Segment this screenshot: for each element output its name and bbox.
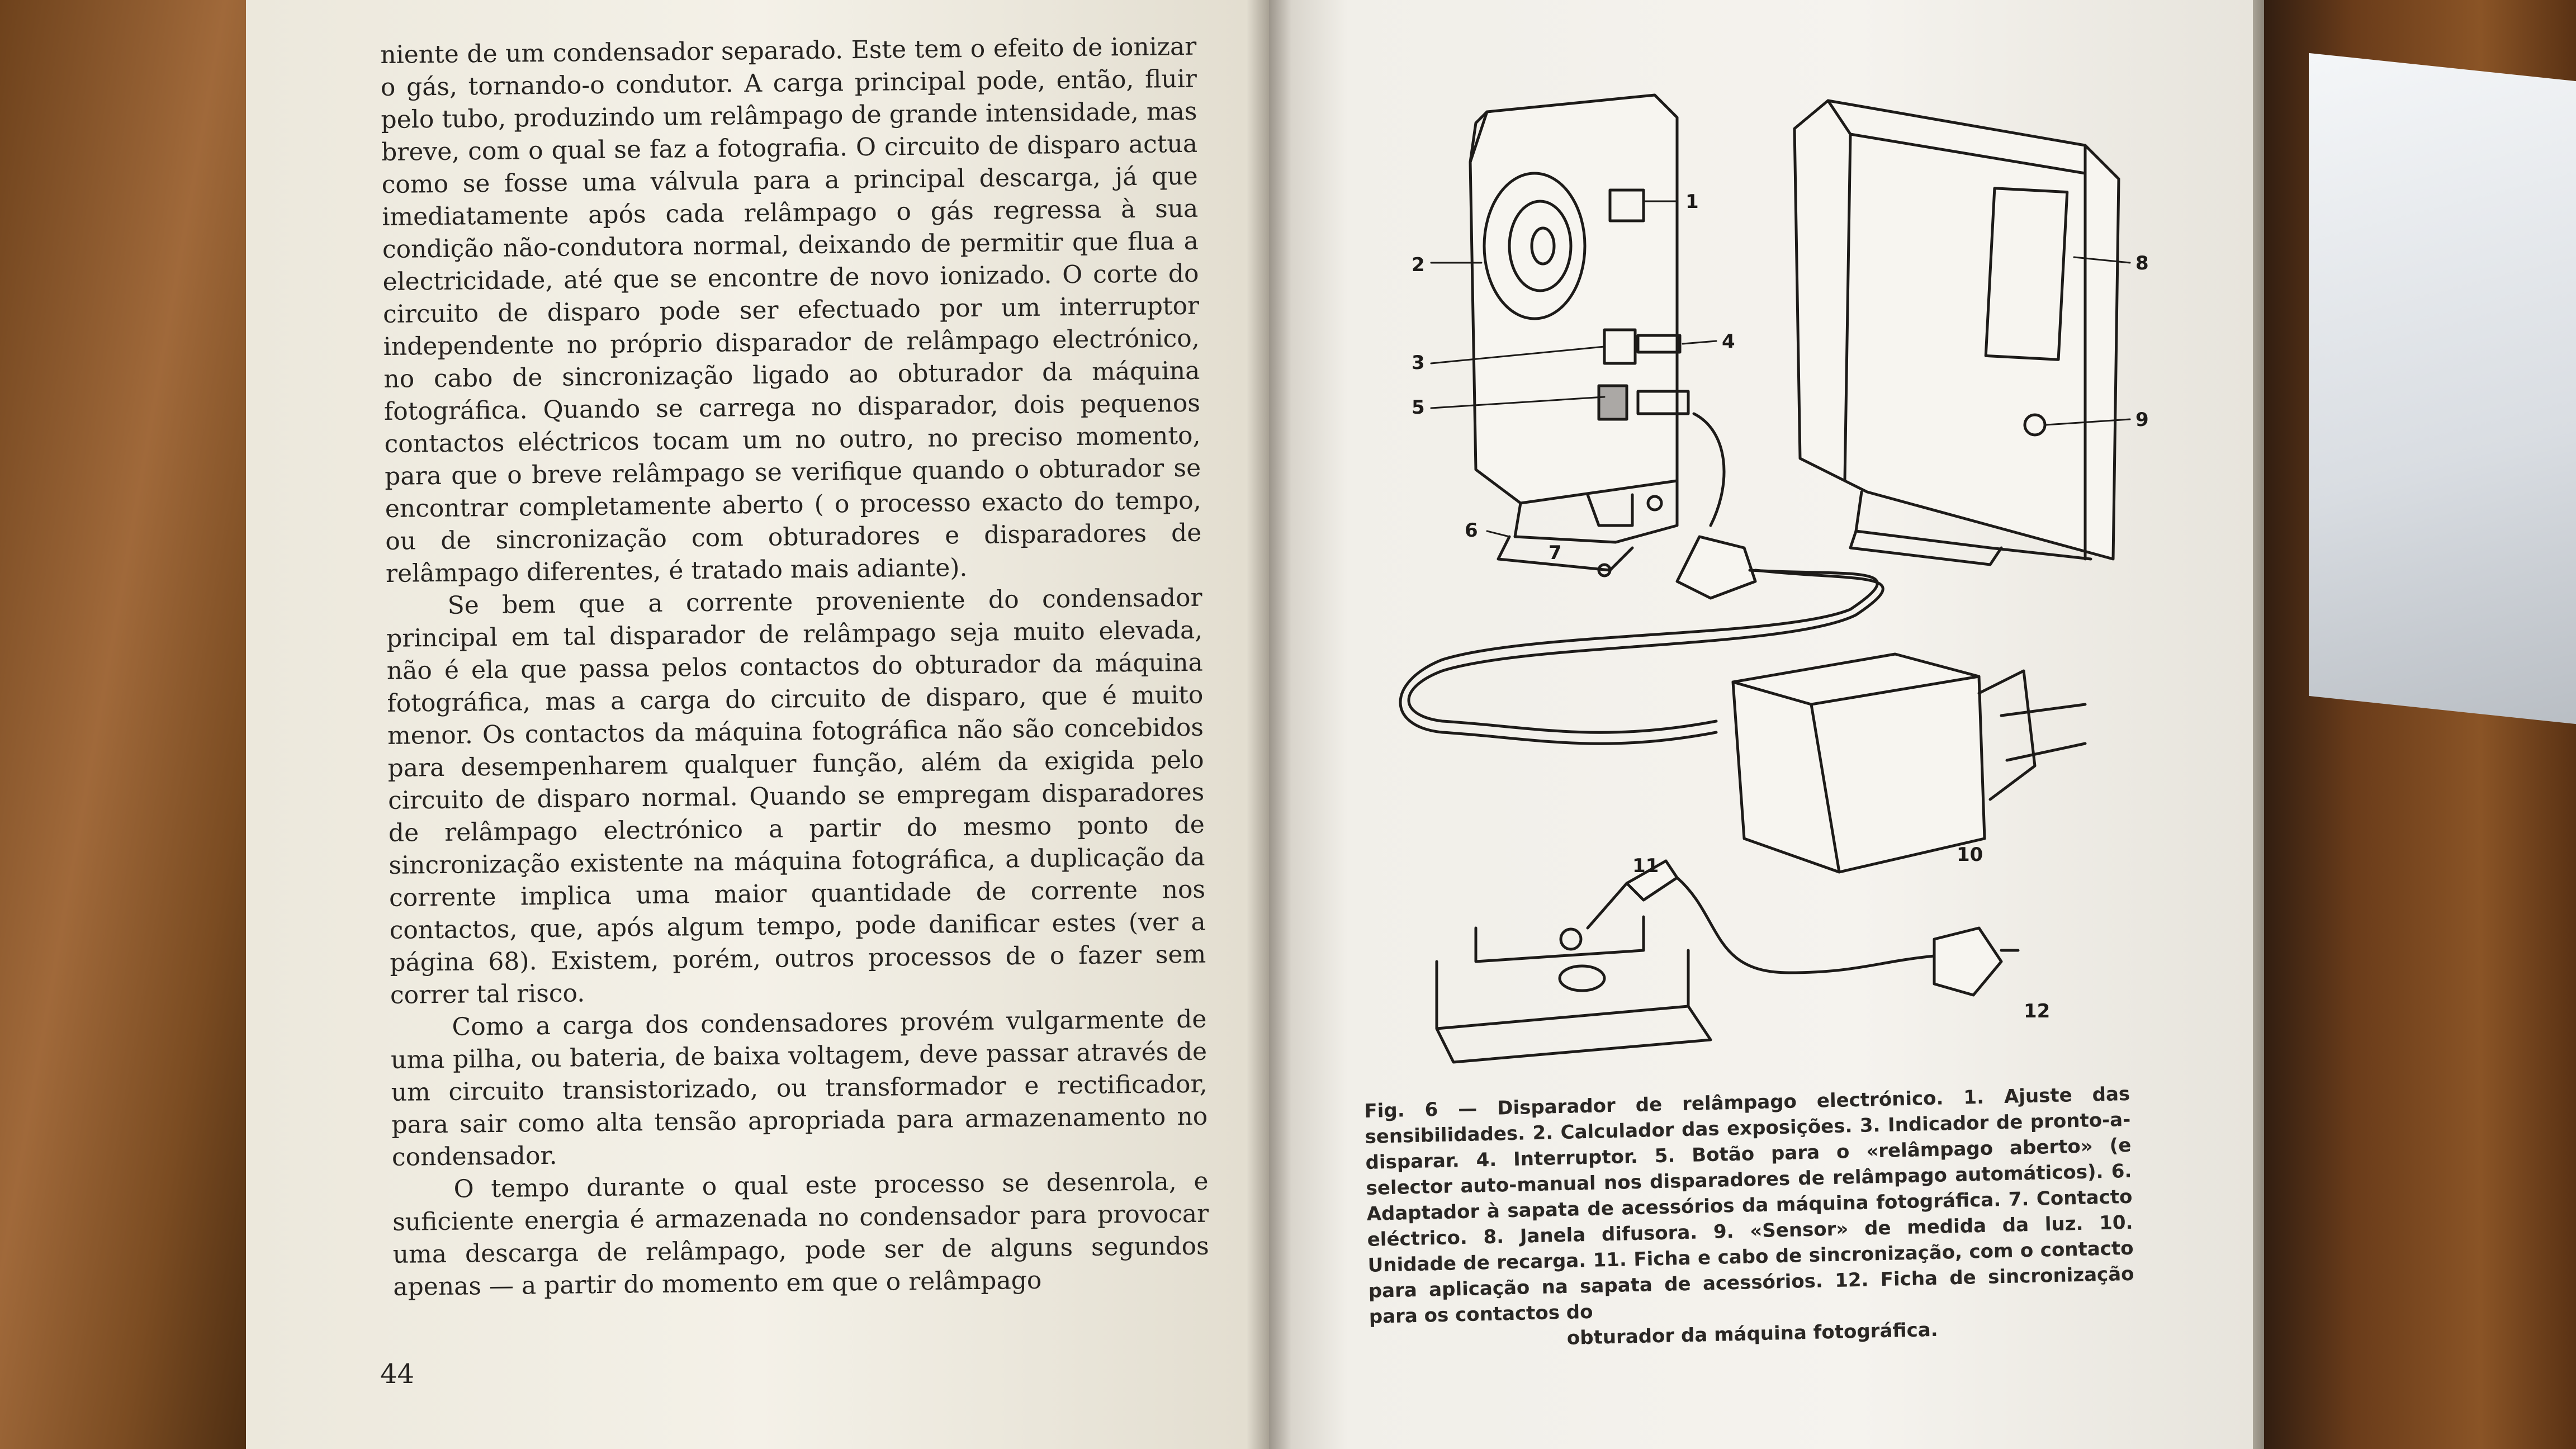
figure-label: 10: [1957, 844, 1983, 866]
figure-label: 5: [1412, 396, 1425, 419]
recharge-unit: [1733, 654, 2085, 872]
figure-label: 4: [1722, 330, 1735, 353]
figure-label: 7: [1549, 542, 1562, 564]
flash-unit-illustration: [1364, 78, 2169, 1085]
wooden-table-left: [0, 0, 246, 1449]
figure-label: 3: [1412, 352, 1425, 374]
figure-label: 1: [1685, 191, 1699, 213]
figure-label: 2: [1412, 254, 1425, 276]
page-number: 44: [380, 1358, 415, 1390]
paragraph: O tempo durante o qual este processo se desenrola, e suficiente energia é armazenada no condensador para provocar uma descarga de relâmpago, pode ser de alguns segundos apenas — a partir do momento em que o relâmpago: [392, 1167, 1209, 1301]
paragraph: niente de um condensador separado. Este tem o efeito de ionizar o gás, tornando-o condutor. A carga principal pode, então, fluir pelo tubo, produzindo um relâmpago de grande intensidade, mas breve, com o qual se faz a fotografia. O circuito de disparo actua como se fosse uma válvula para a principal descarga, já que imediatamente após cada relâmpago o gás regressa à sua condição não-condutora normal, deixando de permitir que flua a electricidade, até que se encontre de novo ionizado. O corte do circuito de disparo pode ser efectuado por um interruptor independente no próprio disparador de relâmpago electrónico, no cabo de sincronização ligado ao obturador da máquina fotográfica. Quando se carrega no disparador, dois pequenos contactos eléctricos tocam um no outro, no preciso momento, para que o breve relâmpago se verifique quando o obturador se encontrar completamente aberto ( o processo exacto do tempo, ou de sincronização com obturadores e disparadores de relâmpago diferentes, é tratado mais adiante).: [380, 32, 1202, 588]
figure-label: 8: [2135, 252, 2149, 274]
figure-caption: [1364, 1081, 2135, 1356]
shoe-adapter: [1437, 861, 2018, 1062]
figure-label: 12: [2024, 1000, 2051, 1022]
loose-paper-sheet: [2309, 53, 2576, 724]
flash-unit-front-view: [1794, 101, 2119, 565]
figure-label: 9: [2135, 409, 2149, 431]
caption-text-last-line: obturador da máquina fotográfica.: [1566, 1318, 1939, 1349]
figure-label: 6: [1465, 519, 1478, 542]
left-page-text: [380, 31, 1210, 1304]
paragraph: Se bem que a corrente proveniente do condensador principal em tal disparador de relâmpago seja muito elevada, não é ela que passa pelos contactos do obturador da máquina fotográfica, mas a carga do circuito de disparo, que é muito menor. Os contactos da máquina fotográfica não são concebidos para desempenharem qualquer função, além da exigida pelo circuito de disparo normal. Quando se empregam disparadores de relâmpago electrónico a partir do mesmo ponto de sincronização existente na máquina fotográfica, a duplicação da corrente implica uma maior quantidade de corrente nos contactos, que, após algum tempo, pode danificar estes (ver a página 68). Existem, porém, outros processos de o fazer sem correr tal risco.: [386, 583, 1206, 1010]
flash-unit-side-view: [1470, 95, 1688, 576]
book-gutter: [1247, 0, 1291, 1449]
figure-label: 11: [1632, 855, 1659, 877]
paragraph: Como a carga dos condensadores provém vulgarmente de uma pilha, ou bateria, de baixa voltagem, deve passar através de um circuito transistorizado, ou transformador e rectificador, para sair como alta tensão apropriada para armazenamento no condensador.: [390, 1005, 1208, 1172]
caption-text: Fig. 6 — Disparador de relâmpago electrónico. 1. Ajuste das sensibilidades. 2. Calculador das exposições. 3. Indicador de pronto-a-disparar. 4. Interruptor. 5. Botão para o «relâmpago aberto» (e selector auto-manual nos disparadores de relâmpago automáticos). 6. Adaptador à sapata de acessórios da máquina fotográfica. 7. Contacto eléctrico. 8. Janela difusora. 9. «Sensor» de medida da luz. 10. Unidade de recarga. 11. Ficha e cabo de sincronização, com o contacto para aplicação na sapata de acessórios. 12. Ficha de sincronização para os contactos do: [1364, 1082, 2134, 1328]
